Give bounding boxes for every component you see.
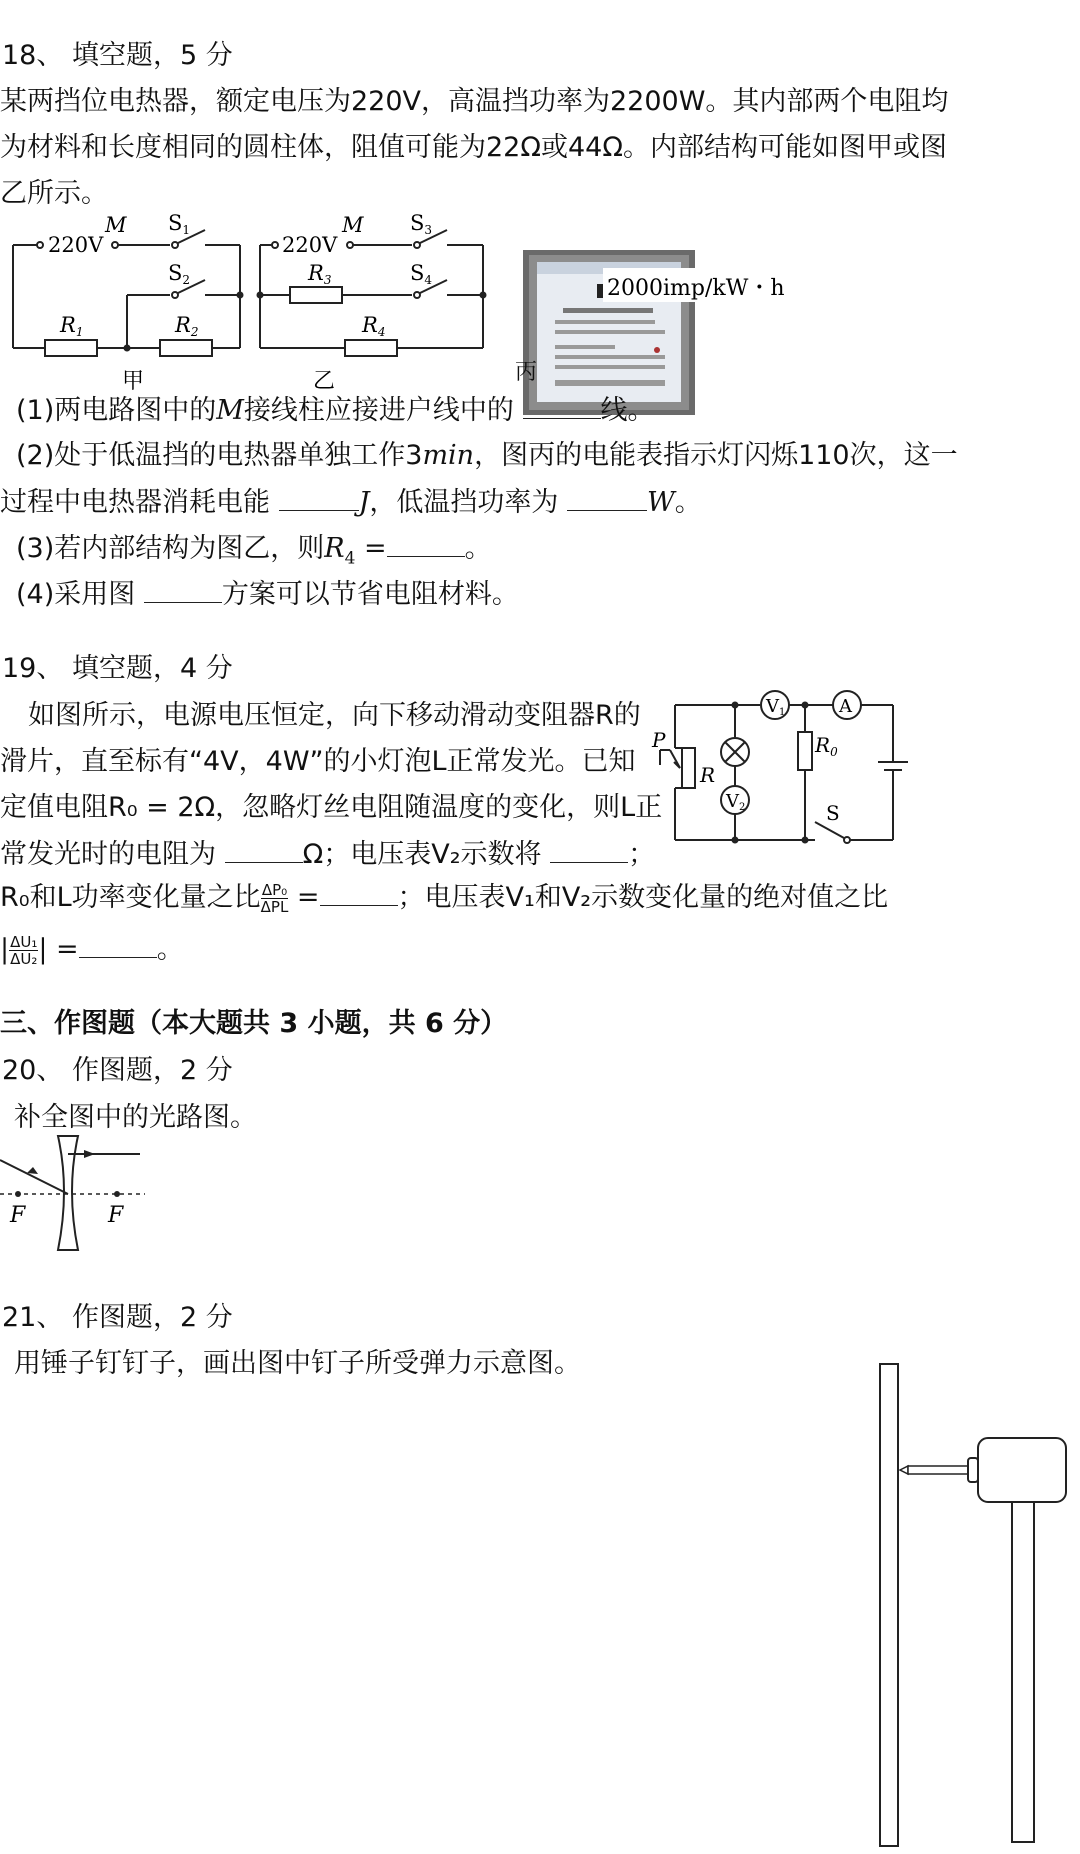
nail-head [968,1458,978,1482]
q19-V1-label: V1 [766,696,786,718]
q19-line2: 滑片，直至标有“4V，4W”的小灯泡L正常发光。已知 [0,746,636,777]
q18-stem-line1: 某两挡位电热器，额定电压为220V，高温挡功率为2200W。其内部两个电阻均 [0,86,949,117]
hammer-nail-figure [870,1360,1080,1850]
q18-part2-line1: (2)处于低温挡的电热器单独工作3min，图丙的电能表指示灯闪烁110次，这一 [16,440,958,471]
q19-line3: 定值电阻R₀ = 2Ω，忽略灯丝电阻随温度的变化，则L正 [0,792,663,823]
q19-blank-1[interactable] [225,840,303,863]
q19-P-label: P [652,728,666,752]
q18-blank-1[interactable] [523,396,601,419]
focal-point-right [114,1191,120,1197]
jia-S1-label: S1 [168,211,191,237]
jia-caption: 甲 [122,369,145,394]
bing-caption: 丙 [515,360,538,385]
q21-header: 21、 作图题，2 分 [2,1302,233,1333]
incident-arrow [27,1167,38,1174]
q19-blank-3[interactable] [320,883,398,906]
q18-blank-4[interactable] [387,534,465,557]
section3-title: 三、作图题（本大题共 3 小题，共 6 分） [0,1008,508,1039]
q19-line4: 常发光时的电阻为 Ω；电压表V₂示数将 ； [0,839,656,870]
yi-M-label: M [342,213,364,237]
energy-meter-figure [515,250,785,405]
q18-stem-line2: 为材料和长度相同的圆柱体，阻值可能为22Ω或44Ω。内部结构可能如图甲或图 [0,132,947,163]
jia-voltage-label: 220V [48,233,104,257]
q18-header: 18、 填空题，5 分 [2,40,233,71]
circuit-diagram-q19 [652,690,1080,850]
q19-S-label: S [826,801,840,825]
q20-stem: 补全图中的光路图。 [14,1102,257,1133]
q18-blank-3[interactable] [567,488,647,511]
hammer-handle [1012,1502,1034,1842]
q19-fraction-dP: $\frac{\text{ΔP₀}}{\text{ΔPL}}$ [260,880,289,916]
q19-R0-label: $R_0$ [815,733,838,759]
refracted-arrow [84,1150,95,1158]
q18-part2-line2: 过程中电热器消耗电能 J，低温挡功率为 W。 [0,487,702,518]
yi-voltage-label: 220V [282,233,338,257]
q20-header: 20、 作图题，2 分 [2,1055,233,1086]
circuit-diagram-jia [0,210,240,394]
focal-label-right: F [108,1203,124,1228]
q19-line5: R₀和L功率变化量之比 $\frac{\text{ΔP₀}}{\text{ΔPL}}$ = ；电压表V₁和V₂示数变化量的绝对值之比 [0,880,889,916]
q19-line6: | $\frac{\text{ΔU₁}}{\text{ΔU₂}}$ | = 。 [0,932,184,968]
jia-S2-label: S2 [168,261,191,287]
nail-tip [900,1466,908,1474]
lens-ray-diagram [0,1132,150,1257]
q19-fraction-dU: $\frac{\text{ΔU₁}}{\text{ΔU₂}}$ [10,932,38,968]
meter-constant-label: 2000imp/kW・h [607,276,785,301]
q19-line1: 如图所示，电源电压恒定，向下移动滑动变阻器R的 [28,700,641,731]
circuit-diagram-yi [250,210,490,394]
q19-blank-2[interactable] [550,840,628,863]
q21-stem: 用锤子钉钉子，画出图中钉子所受弹力示意图。 [14,1348,581,1379]
q18-part3: (3)若内部结构为图乙，则$R_4$ = 。 [16,533,492,569]
yi-R4-label: R4 [362,313,386,339]
q19-R-label: R [700,763,716,787]
q19-A-label: A [839,696,852,717]
yi-caption: 乙 [313,369,336,394]
q18-part1: (1)两电路图中的M接线柱应接进户线中的 线。 [16,395,655,426]
q19-blank-4[interactable] [79,935,157,958]
q18-part4: (4)采用图 方案可以节省电阻材料。 [16,579,519,610]
jia-R1-label: R1 [60,313,84,339]
q19-V2-label: V2 [726,791,746,813]
q19-header: 19、 填空题，4 分 [2,653,233,684]
nail-shank [908,1466,968,1474]
jia-M-label: M [105,213,127,237]
q18-blank-2[interactable] [279,488,359,511]
incident-ray [0,1160,68,1194]
q18-blank-5[interactable] [144,580,222,603]
focal-label-left: F [10,1203,26,1228]
hammer-head [978,1438,1066,1502]
yi-R3-label: R3 [308,261,332,287]
focal-point-left [15,1191,21,1197]
jia-R2-label: R2 [175,313,199,339]
yi-S3-label: S3 [410,211,433,237]
wooden-board [880,1364,898,1846]
yi-S4-label: S4 [410,261,433,287]
q18-stem-line3: 乙所示。 [0,178,108,209]
